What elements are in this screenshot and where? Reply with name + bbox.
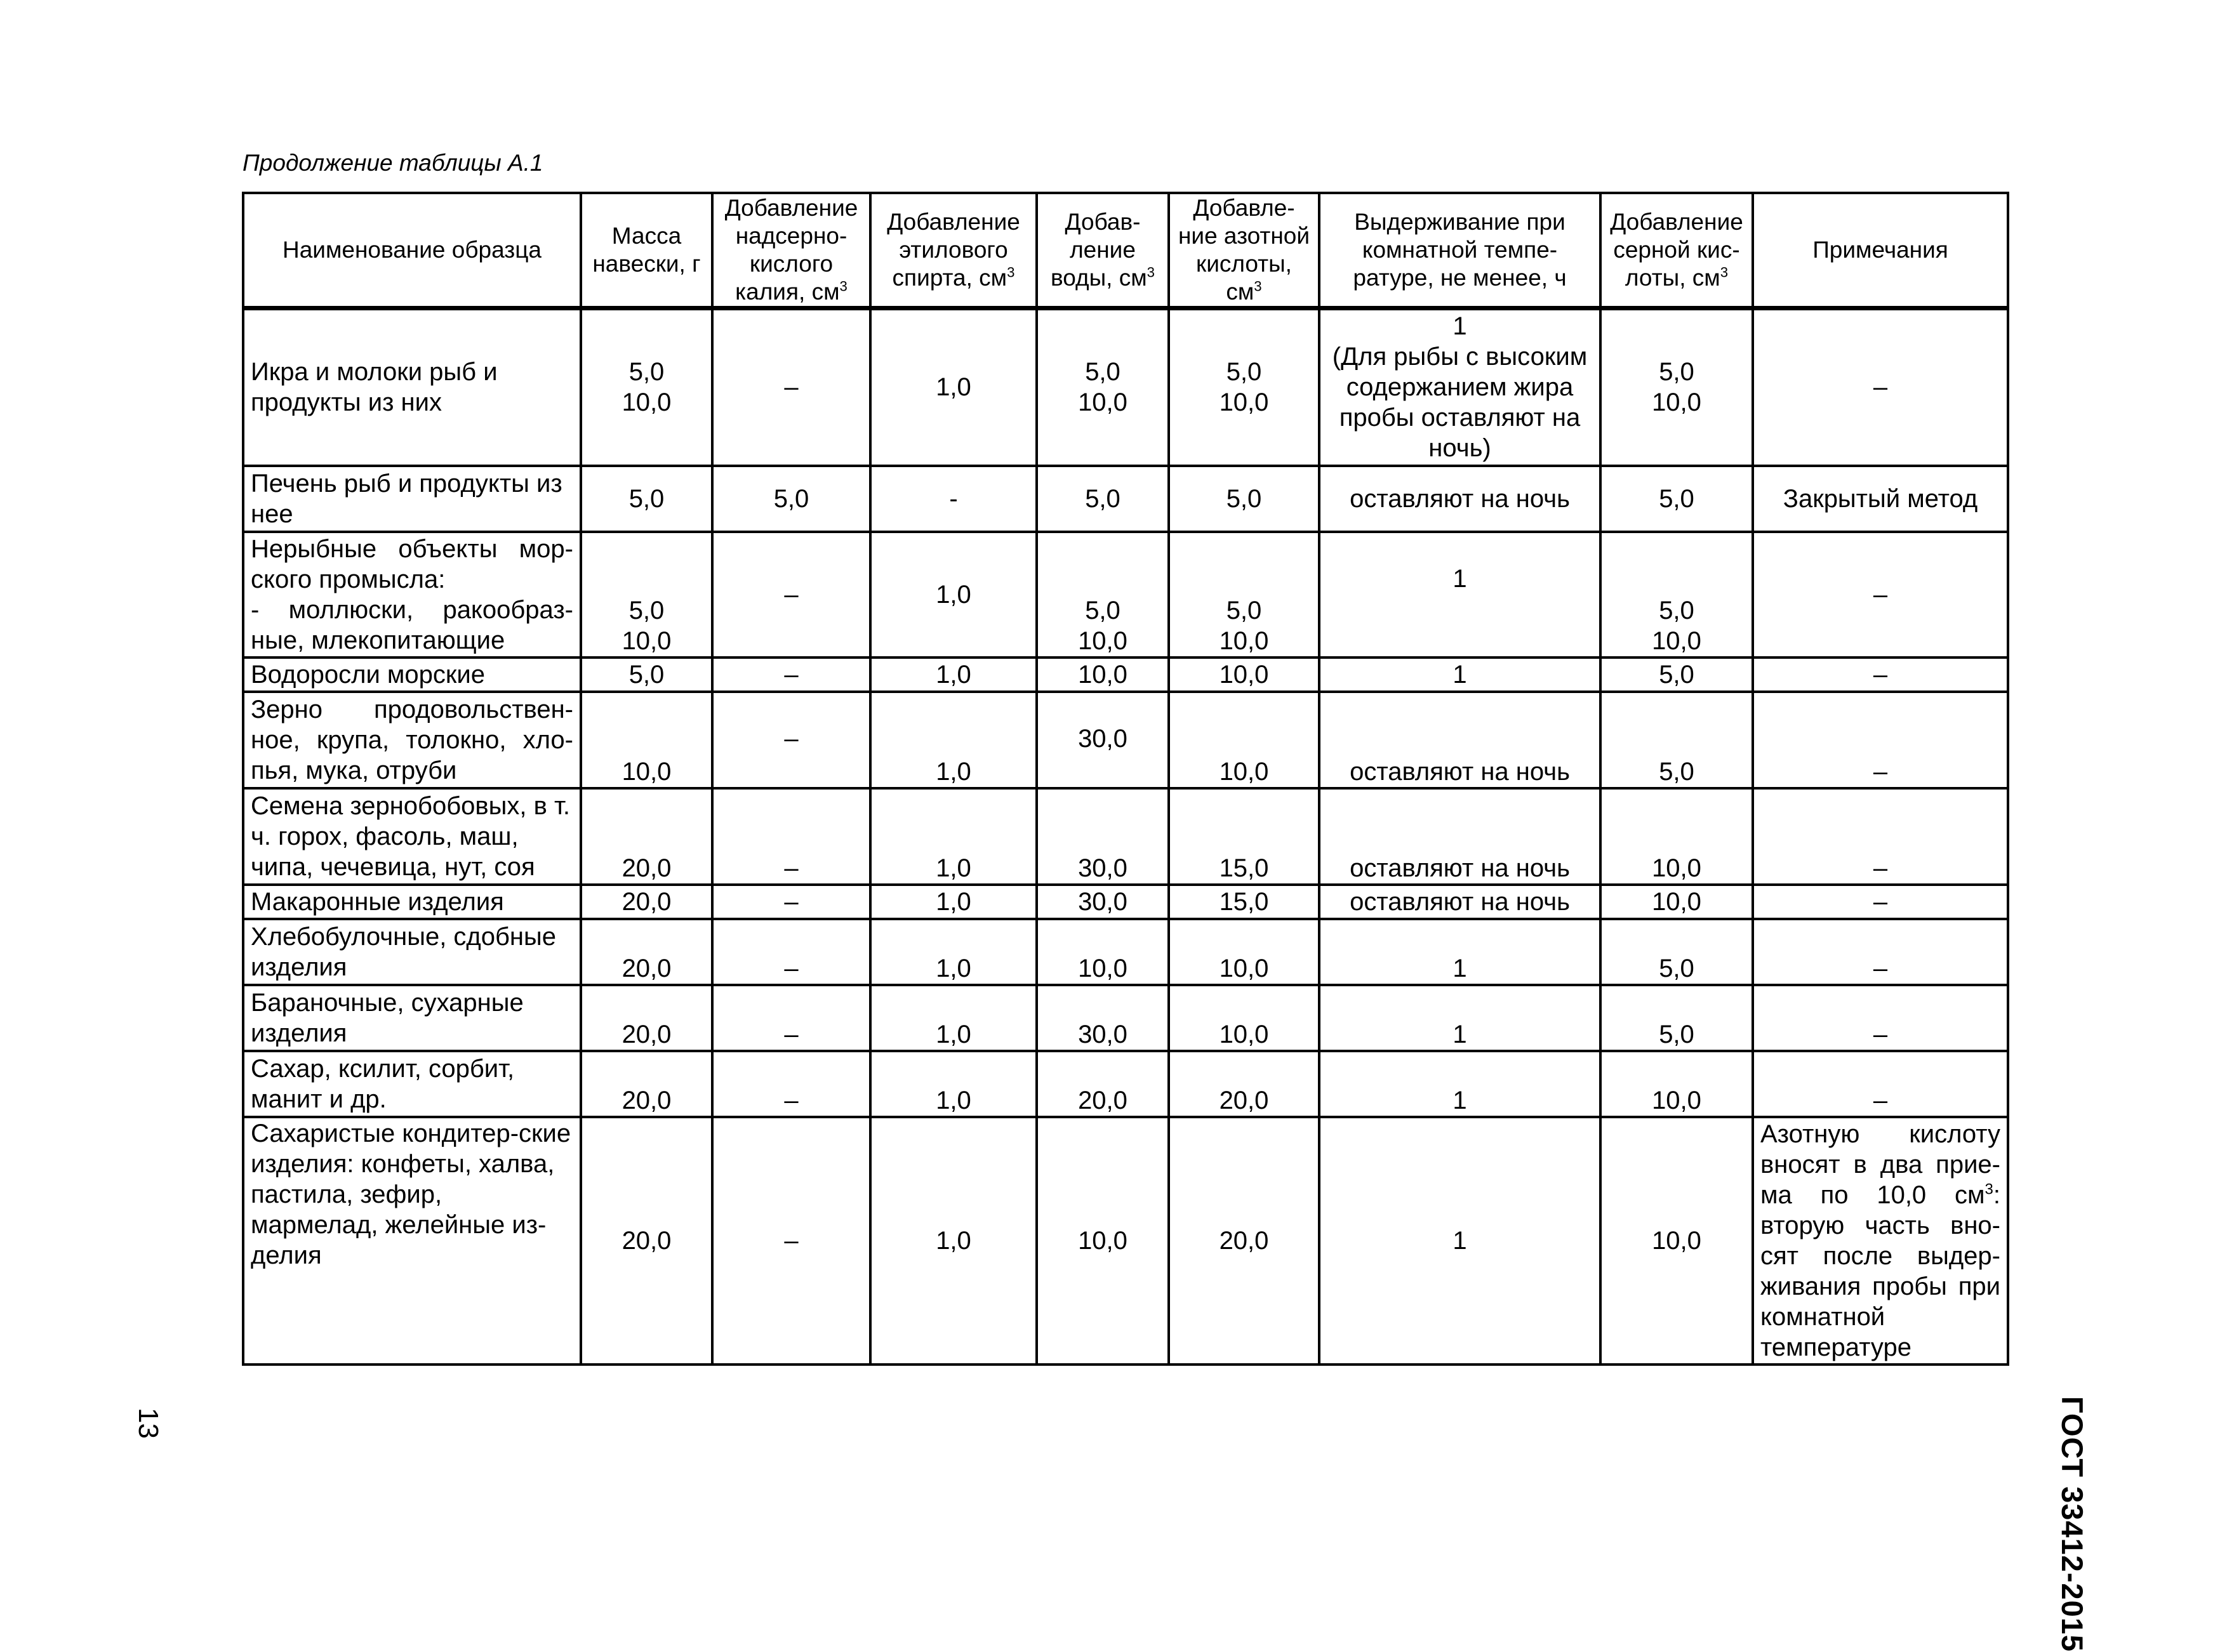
- cell-water: 10,0: [1037, 1117, 1169, 1365]
- cell-name: Хлебобулочные, сдобные изделия: [243, 919, 581, 985]
- table-header-row: [243, 193, 2008, 308]
- cell-hold: 1 (Для рыбы с высоким содержанием жира пробы оставляют на ночь): [1319, 308, 1600, 466]
- cell-hold: 1: [1319, 985, 1600, 1051]
- cell-water: 30,0: [1037, 985, 1169, 1051]
- cell-persulfate: –: [712, 885, 870, 919]
- cell-ethanol: 1,0: [870, 919, 1037, 985]
- cell-ethanol: 1,0: [870, 1051, 1037, 1117]
- cell-notes: –: [1753, 532, 2008, 657]
- cell-mass: 20,0: [581, 885, 712, 919]
- cell-persulfate: –: [712, 532, 870, 657]
- cell-water: 5,0 10,0: [1037, 308, 1169, 466]
- cell-name: Зерно продовольствен-ное, крупа, толокно, хло-пья, мука, отруби: [243, 692, 581, 788]
- cell-mass: 20,0: [581, 919, 712, 985]
- cell-nitric: 20,0: [1169, 1051, 1319, 1117]
- cell-nitric: 5,0: [1169, 466, 1319, 532]
- cell-name: Бараночные, сухарные изделия: [243, 985, 581, 1051]
- cell-ethanol: 1,0: [870, 692, 1037, 788]
- cell-mass: 10,0: [581, 692, 712, 788]
- col-header-sulfuric: Добавление серной кис-лоты, $см^3$: [1600, 193, 1753, 308]
- cell-notes: –: [1753, 885, 2008, 919]
- cell-nitric: 20,0: [1169, 1117, 1319, 1365]
- col-header-persulfate: Добавление надсерно-кислого калия, $см^3$: [712, 193, 870, 308]
- table-row: [243, 985, 2008, 1051]
- cell-hold: оставляют на ночь: [1319, 466, 1600, 532]
- cell-hold: 1: [1319, 1117, 1600, 1365]
- col-header-notes: Примечания: [1753, 193, 2008, 308]
- cell-mass: 20,0: [581, 985, 712, 1051]
- cell-sulfuric: 10,0: [1600, 885, 1753, 919]
- cell-name: Макаронные изделия: [243, 885, 581, 919]
- page-number: 13: [133, 1408, 164, 1439]
- cell-water: 5,0: [1037, 466, 1169, 532]
- cell-ethanol: 1,0: [870, 985, 1037, 1051]
- cell-ethanol: 1,0: [870, 788, 1037, 885]
- cell-name: Водоросли морские: [243, 657, 581, 692]
- cell-ethanol: 1,0: [870, 532, 1037, 657]
- cell-name: Сахар, ксилит, сорбит, манит и др.: [243, 1051, 581, 1117]
- cell-water: 30,0: [1037, 788, 1169, 885]
- cell-name: Икра и молоки рыб и продукты из них: [243, 308, 581, 466]
- cell-ethanol: 1,0: [870, 1117, 1037, 1365]
- cell-water: 10,0: [1037, 657, 1169, 692]
- cell-name: Сахаристые кондитер-ские изделия: конфеты, халва, пастила, зефир, мармелад, желейные из-делия: [243, 1117, 581, 1365]
- cell-name: Нерыбные объекты мор-ского промысла: - моллюски, ракообраз-ные, млекопитающие: [243, 532, 581, 657]
- cell-nitric: 10,0: [1169, 692, 1319, 788]
- cell-water: 5,0 10,0: [1037, 532, 1169, 657]
- table-row: [243, 919, 2008, 985]
- cell-nitric: 10,0: [1169, 985, 1319, 1051]
- cell-nitric: 5,0 10,0: [1169, 532, 1319, 657]
- cell-hold: оставляют на ночь: [1319, 788, 1600, 885]
- cell-notes: –: [1753, 788, 2008, 885]
- document-code: ГОСТ 33412-2015: [2056, 1396, 2089, 1652]
- cell-sulfuric: 10,0: [1600, 788, 1753, 885]
- cell-persulfate: 5,0: [712, 466, 870, 532]
- cell-sulfuric: 10,0: [1600, 1051, 1753, 1117]
- cell-water: 30,0: [1037, 885, 1169, 919]
- cell-sulfuric: 5,0: [1600, 692, 1753, 788]
- table-row: [243, 532, 2008, 657]
- cell-hold: оставляют на ночь: [1319, 692, 1600, 788]
- cell-persulfate: –: [712, 692, 870, 788]
- table-caption: Продолжение таблицы А.1: [243, 150, 543, 176]
- cell-sulfuric: 5,0: [1600, 919, 1753, 985]
- table-row: [243, 788, 2008, 885]
- col-header-mass: Масса навески, г: [581, 193, 712, 308]
- cell-hold: 1: [1319, 532, 1600, 657]
- table-row: [243, 692, 2008, 788]
- table-row: [243, 1051, 2008, 1117]
- data-table: [242, 192, 2009, 1366]
- cell-nitric: 10,0: [1169, 657, 1319, 692]
- cell-persulfate: –: [712, 985, 870, 1051]
- cell-notes: Закрытый метод: [1753, 466, 2008, 532]
- cell-notes: –: [1753, 985, 2008, 1051]
- cell-sulfuric: 5,0 10,0: [1600, 308, 1753, 466]
- cell-persulfate: –: [712, 788, 870, 885]
- col-header-water: Добав-ление воды, $см^3$: [1037, 193, 1169, 308]
- cell-water: 30,0: [1037, 692, 1169, 788]
- cell-ethanol: 1,0: [870, 885, 1037, 919]
- cell-persulfate: –: [712, 1051, 870, 1117]
- cell-mass: 5,0 10,0: [581, 308, 712, 466]
- cell-sulfuric: 5,0: [1600, 657, 1753, 692]
- cell-ethanol: 1,0: [870, 657, 1037, 692]
- cell-sulfuric: 10,0: [1600, 1117, 1753, 1365]
- table-row: [243, 466, 2008, 532]
- cell-notes: –: [1753, 692, 2008, 788]
- col-header-ethanol: Добавление этилового спирта, $см^3$: [870, 193, 1037, 308]
- cell-water: 10,0: [1037, 919, 1169, 985]
- cell-ethanol: 1,0: [870, 308, 1037, 466]
- table-row: [243, 308, 2008, 466]
- cell-notes: –: [1753, 308, 2008, 466]
- table-row: [243, 885, 2008, 919]
- cell-name: Печень рыб и продукты из нее: [243, 466, 581, 532]
- table-row: [243, 657, 2008, 692]
- cell-mass: 20,0: [581, 1051, 712, 1117]
- cell-mass: 20,0: [581, 788, 712, 885]
- cell-hold: 1: [1319, 657, 1600, 692]
- col-header-name: Наименование образца: [243, 193, 581, 308]
- cell-hold: 1: [1319, 1051, 1600, 1117]
- cell-hold: 1: [1319, 919, 1600, 985]
- cell-mass: 5,0 10,0: [581, 532, 712, 657]
- cell-notes: –: [1753, 657, 2008, 692]
- cell-mass: 5,0: [581, 466, 712, 532]
- col-header-nitric: Добавле-ние азотной кислоты, $см^3$: [1169, 193, 1319, 308]
- cell-nitric: 15,0: [1169, 885, 1319, 919]
- cell-sulfuric: 5,0 10,0: [1600, 532, 1753, 657]
- cell-notes: –: [1753, 1051, 2008, 1117]
- cell-persulfate: –: [712, 657, 870, 692]
- cell-sulfuric: 5,0: [1600, 985, 1753, 1051]
- cell-persulfate: –: [712, 919, 870, 985]
- col-header-hold: Выдерживание при комнатной темпе-ратуре, не менее, ч: [1319, 193, 1600, 308]
- cell-persulfate: –: [712, 1117, 870, 1365]
- cell-nitric: 15,0: [1169, 788, 1319, 885]
- cell-water: 20,0: [1037, 1051, 1169, 1117]
- cell-notes: –: [1753, 919, 2008, 985]
- cell-sulfuric: 5,0: [1600, 466, 1753, 532]
- cell-name: Семена зернобобовых, в т. ч. горох, фасоль, маш, чипа, чечевица, нут, соя: [243, 788, 581, 885]
- cell-nitric: 5,0 10,0: [1169, 308, 1319, 466]
- cell-ethanol: -: [870, 466, 1037, 532]
- cell-mass: 5,0: [581, 657, 712, 692]
- cell-nitric: 10,0: [1169, 919, 1319, 985]
- cell-hold: оставляют на ночь: [1319, 885, 1600, 919]
- cell-mass: 20,0: [581, 1117, 712, 1365]
- table-row: [243, 1117, 2008, 1365]
- cell-notes: Азотную кислоту вносят в два прие-ма по 10,0 $см^3$: вторую часть вно-сят после выдер-живания пробы при комнатной температуре: [1753, 1117, 2008, 1365]
- cell-persulfate: –: [712, 308, 870, 466]
